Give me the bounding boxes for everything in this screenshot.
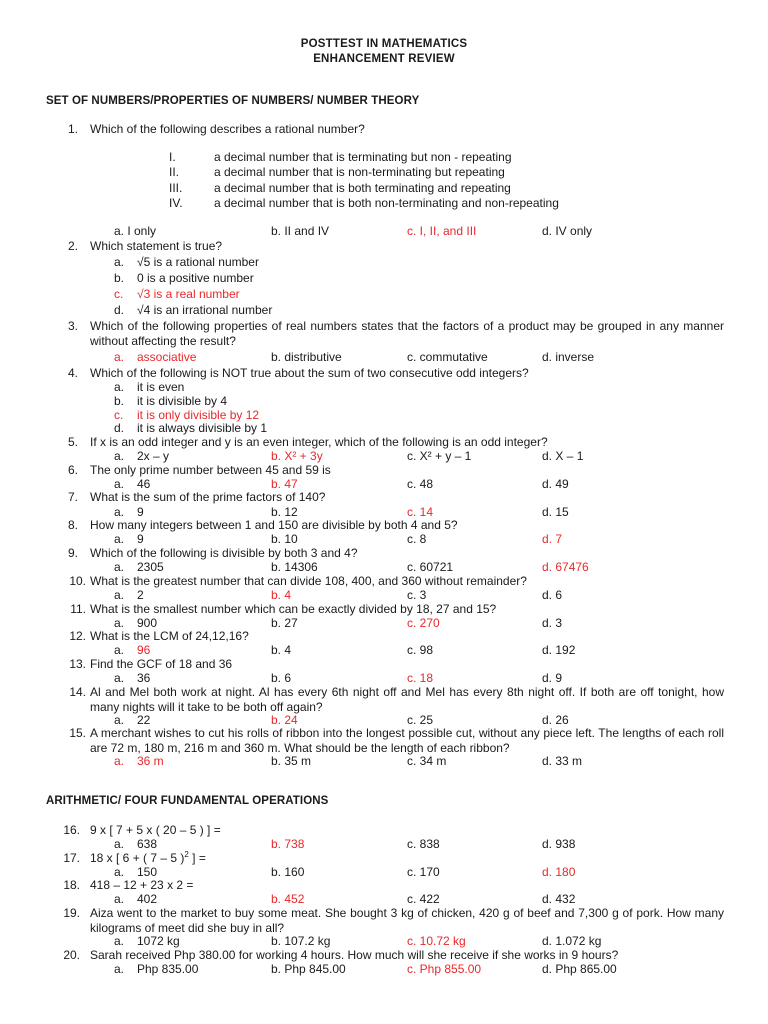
choice-letter: d. [114,421,125,435]
choice-letter: a. [114,588,125,602]
choice-b: b. Php 845.00 [271,962,346,976]
question-text: What is the sum of the prime factors of 140? [90,490,326,504]
choice-letter: b. [114,271,125,285]
choice-b-answer: b. 24 [271,713,298,727]
question-text: If x is an odd integer and y is an even integer, which of the following is an odd integer? [90,435,548,449]
choice-a: a. I only [114,224,157,238]
choice-c: c. 170 [407,865,440,879]
choice-b-answer: b. 452 [271,892,305,906]
roman-numeral: I. [169,150,176,164]
choice-c: c. commutative [407,350,488,364]
choice-letter: c. [114,408,124,422]
choice-c-answer: c. 270 [407,616,440,630]
choice-d: d. 1.072 kg [542,934,602,948]
question-text: 418 – 12 + 23 x 2 = [90,878,194,892]
question-number: 12. [69,629,86,643]
choice-a: it is even [137,380,185,394]
choice-a: 36 [137,671,151,685]
question-number: 1. [67,122,78,136]
choice-b: b. 4 [271,643,292,657]
question-number: 9. [67,546,78,560]
document-subtitle: ENHANCEMENT REVIEW [313,53,455,65]
choice-a: 9 [137,532,144,546]
question-number: 18. [63,878,80,892]
question-text: What is the LCM of 24,12,16? [90,629,249,643]
expression-part: 18 x [ 6 + ( 7 – 5 ) [90,851,185,865]
roman-numeral: II. [169,165,180,179]
choice-letter: a. [114,505,125,519]
choice-d: d. 33 m [542,754,583,768]
choice-d: d. X – 1 [542,449,584,463]
choice-d: d. 938 [542,837,576,851]
choice-d: it is always divisible by 1 [137,421,268,435]
document-title: POSTTEST IN MATHEMATICS [300,38,468,50]
question-number: 17. [63,851,80,865]
choice-b: b. 35 m [271,754,312,768]
choice-a: √5 is a rational number [137,255,259,269]
question-number: 11. [70,602,86,616]
choice-b: b. 27 [271,616,298,630]
choice-c-answer: c. 10.72 kg [407,934,466,948]
question-text: Which of the following describes a rational number? [90,122,365,136]
choice-d-answer: d. 7 [542,532,563,546]
choice-b: b. 160 [271,865,305,879]
question-number: 14. [69,685,86,699]
choice-a-answer: 36 m [137,754,164,768]
choice-d: d. 9 [542,671,563,685]
choice-letter: a. [114,255,125,269]
choice-letter: a. [114,560,125,574]
choice-letter: a. [114,449,125,463]
choice-c: c. 98 [407,643,434,657]
choice-letter: a. [114,962,125,976]
choice-d: √4 is an irrational number [137,303,273,317]
choice-c: c. 838 [407,837,440,851]
choice-d: d. 432 [542,892,576,906]
question-number: 5. [67,435,78,449]
choice-letter: a. [114,713,125,727]
question-text: Which of the following is divisible by both 3 and 4? [90,546,358,560]
choice-b: b. 107.2 kg [271,934,331,948]
choice-letter: a. [114,934,125,948]
choice-b-answer: b. 738 [271,837,305,851]
choice-c: c. 25 [407,713,434,727]
question-text: Al and Mel both work at night. Al has every 6th night off and Mel has every 8th night off. If both are off tonight, how many nights will it take to be both off again? [90,685,724,714]
question-number: 6. [67,463,78,477]
expression-part: ] = [188,851,206,865]
choice-d: d. 15 [542,505,569,519]
choice-a: 638 [137,837,158,851]
choice-a-answer: associative [137,350,197,364]
choice-a-answer: 96 [137,643,151,657]
question-number: 2. [67,239,78,253]
choice-b: b. 6 [271,671,292,685]
choice-b: b. distributive [271,350,342,364]
choice-d-answer: d. 67476 [542,560,589,574]
choice-c-answer: it is only divisible by 12 [137,408,260,422]
choice-d: d. 3 [542,616,563,630]
question-number: 8. [67,518,78,532]
choice-letter: c. [114,287,124,301]
question-text: Find the GCF of 18 and 36 [90,657,233,671]
section-heading-number-theory: SET OF NUMBERS/PROPERTIES OF NUMBERS/ NUMBER THEORY [46,95,420,107]
question-text: What is the greatest number that can divide 108, 400, and 360 without remainder? [90,574,527,588]
choice-a: 9 [137,505,144,519]
choice-c-answer: c. Php 855.00 [407,962,482,976]
choice-d: d. 49 [542,477,569,491]
question-number: 16. [63,823,80,837]
question-text: What is the smallest number which can be exactly divided by 18, 27 and 15? [90,602,497,616]
choice-b: b. 12 [271,505,298,519]
choice-a: Php 835.00 [137,962,199,976]
choice-b-answer: b. 47 [271,477,298,491]
choice-b: b. II and IV [271,224,330,238]
choice-a: 46 [137,477,151,491]
choice-letter: a. [114,754,125,768]
choice-letter: a. [114,892,125,906]
choice-letter: a. [114,380,125,394]
choice-d: d. inverse [542,350,595,364]
choice-letter: a. [114,616,125,630]
choice-b: b. 14306 [271,560,318,574]
choice-b-answer: b. X² + 3y [271,449,323,463]
choice-d-answer: d. 180 [542,865,576,879]
choice-b: b. 10 [271,532,298,546]
question-text: A merchant wishes to cut his rolls of ribbon into the longest possible cut, without any piece left. The lengths of each roll are 72 m, 180 m, 216 m and 360 m. What should be the length of each ribbon? [90,726,724,755]
choice-c-answer: √3 is a real number [137,287,240,301]
question-number: 3. [67,319,78,333]
choice-b-answer: b. 4 [271,588,292,602]
choice-letter: b. [114,394,125,408]
choice-c: c. X² + y – 1 [407,449,472,463]
choice-letter: a. [114,837,125,851]
question-text: The only prime number between 45 and 59 is [90,463,331,477]
choice-c: c. 34 m [407,754,447,768]
choice-c: c. 8 [407,532,427,546]
choice-letter: a. [114,643,125,657]
choice-c: c. 3 [407,588,427,602]
choice-a: 2 [137,588,144,602]
question-number: 15. [69,726,86,740]
question-text [90,851,724,866]
roman-statement: a decimal number that is terminating but non - repeating [214,150,512,164]
question-number: 4. [67,366,78,380]
question-text: Which of the following is NOT true about the sum of two consecutive odd integers? [90,366,529,380]
choice-c-answer: c. 18 [407,671,434,685]
choice-d: d. 192 [542,643,576,657]
roman-statement: a decimal number that is both non-terminating and non-repeating [214,196,559,210]
choice-d: d. 26 [542,713,569,727]
choice-a: 22 [137,713,151,727]
question-text: How many integers between 1 and 150 are divisible by both 4 and 5? [90,518,458,532]
roman-numeral: III. [169,181,183,195]
choice-c-answer: c. I, II, and III [407,224,477,238]
choice-c: c. 48 [407,477,434,491]
exponent: 2 [184,850,189,859]
question-text: Which of the following properties of real numbers states that the factors of a product may be grouped in any manner without affecting the result? [90,319,724,348]
choice-b: it is divisible by 4 [137,394,228,408]
choice-a: 150 [137,865,158,879]
question-number: 19. [63,906,80,920]
choice-a: 2x – y [137,449,170,463]
choice-letter: a. [114,532,125,546]
choice-d: d. IV only [542,224,593,238]
choice-letter: a. [114,865,125,879]
question-text: Which statement is true? [90,239,223,253]
question-number: 10. [69,574,86,588]
choice-a: 402 [137,892,158,906]
choice-d: d. 6 [542,588,563,602]
roman-statement: a decimal number that is non-terminating but repeating [214,165,505,179]
question-number: 13. [69,657,86,671]
choice-letter: d. [114,303,125,317]
choice-a: 2305 [137,560,164,574]
choice-c: c. 422 [407,892,440,906]
roman-numeral: IV. [169,196,183,210]
choice-b: 0 is a positive number [137,271,254,285]
question-text: Sarah received Php 380.00 for working 4 hours. How much will she receive if she works in 9 hours? [90,948,619,962]
choice-a: 900 [137,616,158,630]
choice-letter: a. [114,671,125,685]
question-number: 20. [63,948,80,962]
choice-d: d. Php 865.00 [542,962,617,976]
choice-c: c. 60721 [407,560,454,574]
choice-c-answer: c. 14 [407,505,434,519]
question-text: 9 x [ 7 + 5 x ( 20 – 5 ) ] = [90,823,221,837]
section-heading-arithmetic: ARITHMETIC/ FOUR FUNDAMENTAL OPERATIONS [46,795,329,807]
choice-letter: a. [114,477,125,491]
choice-letter: a. [114,350,125,364]
question-number: 7. [67,490,78,504]
roman-statement: a decimal number that is both terminating and repeating [214,181,511,195]
choice-a: 1072 kg [137,934,180,948]
question-text: Aiza went to the market to buy some meat. She bought 3 kg of chicken, 420 g of beef and 7,300 g of pork. How many kilograms of meet did she buy in all? [90,906,724,935]
